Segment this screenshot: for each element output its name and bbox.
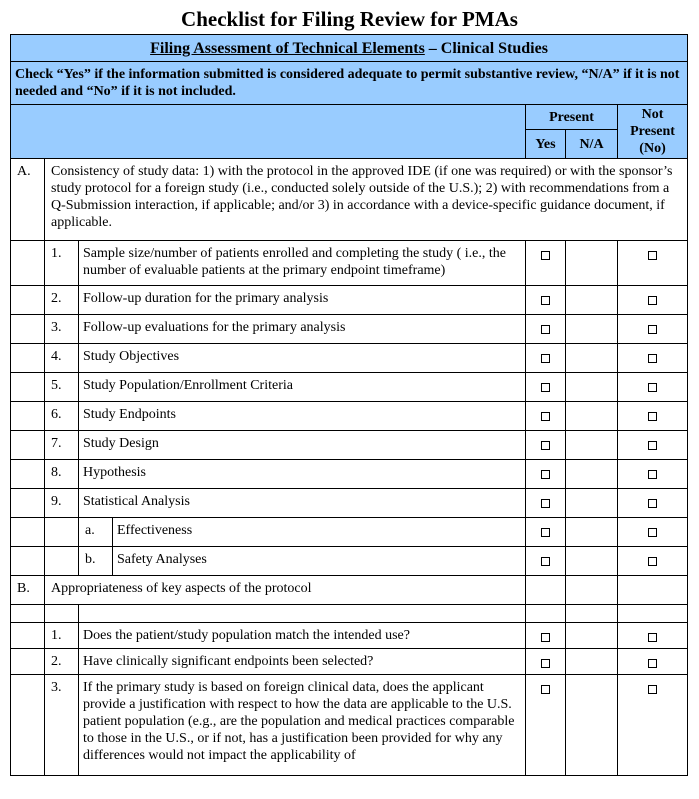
- item-text: If the primary study is based on foreign clinical data, does the applicant provide a justification with respect to how the data are applicable to the U.S. patient population (e.g., are the population and medical practices comparable to those in the U.S., or if not, has a justification been provided for why any differences would not impact the applicability of: [79, 675, 526, 776]
- table-row: [11, 431, 688, 460]
- present-header: Present: [526, 105, 618, 130]
- no-checkbox[interactable]: [648, 251, 657, 260]
- item-number: 6.: [45, 402, 79, 431]
- yes-checkbox[interactable]: [541, 441, 550, 450]
- section-a-text: Consistency of study data: 1) with the protocol in the approved IDE (if one was required) or with the sponsor’s study protocol for a foreign study (i.e., conducted solely outside of the U.S.); 2) with recommendations from a Q-Submission interaction, if applicable; and/or 3) in accordance with a device-specific guidance document, if applicable.: [45, 159, 688, 241]
- table-row: [11, 489, 688, 518]
- section-a-letter: A.: [11, 159, 45, 241]
- no-checkbox[interactable]: [648, 441, 657, 450]
- item-number: 3.: [45, 675, 79, 776]
- not-present-header: Not Present (No): [618, 105, 688, 159]
- item-number: 5.: [45, 373, 79, 402]
- yes-checkbox[interactable]: [541, 251, 550, 260]
- yes-checkbox[interactable]: [541, 354, 550, 363]
- table-row: [11, 402, 688, 431]
- subitem-text: Safety Analyses: [113, 547, 526, 576]
- item-number: 7.: [45, 431, 79, 460]
- yes-checkbox[interactable]: [541, 412, 550, 421]
- yes-checkbox[interactable]: [541, 296, 550, 305]
- yes-cell: [526, 241, 566, 286]
- item-number: 8.: [45, 460, 79, 489]
- table-row: [11, 675, 688, 776]
- item-text: Does the patient/study population match the intended use?: [79, 623, 526, 649]
- no-checkbox[interactable]: [648, 557, 657, 566]
- table-row: [11, 547, 688, 576]
- table-row: [11, 373, 688, 402]
- no-checkbox[interactable]: [648, 659, 657, 668]
- section-b-letter: B.: [11, 576, 45, 605]
- item-text: Study Objectives: [79, 344, 526, 373]
- yes-checkbox[interactable]: [541, 685, 550, 694]
- document-title: Checklist for Filing Review for PMAs: [181, 7, 518, 31]
- yes-checkbox[interactable]: [541, 325, 550, 334]
- section-header: [11, 35, 688, 62]
- item-text: Study Design: [79, 431, 526, 460]
- item-number: 9.: [45, 489, 79, 518]
- na-cell: [566, 241, 618, 286]
- yes-header: Yes: [526, 130, 566, 159]
- no-checkbox[interactable]: [648, 499, 657, 508]
- table-row: [11, 344, 688, 373]
- table-row: [11, 518, 688, 547]
- item-text: Statistical Analysis: [79, 489, 526, 518]
- section-header-rest: – Clinical Studies: [424, 39, 548, 57]
- yes-checkbox[interactable]: [541, 557, 550, 566]
- item-text: Follow-up duration for the primary analysis: [79, 286, 526, 315]
- no-checkbox[interactable]: [648, 412, 657, 421]
- no-checkbox[interactable]: [648, 633, 657, 642]
- item-number: 1.: [45, 241, 79, 286]
- table-row: [11, 286, 688, 315]
- table-row: [11, 460, 688, 489]
- item-number: 3.: [45, 315, 79, 344]
- section-b-text: Appropriateness of key aspects of the protocol: [45, 576, 526, 605]
- yes-checkbox[interactable]: [541, 499, 550, 508]
- item-text: Sample size/number of patients enrolled and completing the study ( i.e., the number of evaluable patients at the primary endpoint timeframe): [79, 241, 526, 286]
- table-row: [11, 649, 688, 675]
- no-checkbox[interactable]: [648, 383, 657, 392]
- checklist-table: [10, 34, 688, 776]
- no-cell: [618, 241, 688, 286]
- item-text: Follow-up evaluations for the primary analysis: [79, 315, 526, 344]
- item-number: 2.: [45, 286, 79, 315]
- table-row: [11, 315, 688, 344]
- no-checkbox[interactable]: [648, 325, 657, 334]
- yes-checkbox[interactable]: [541, 383, 550, 392]
- no-checkbox[interactable]: [648, 528, 657, 537]
- item-text: Study Endpoints: [79, 402, 526, 431]
- subitem-text: Effectiveness: [113, 518, 526, 547]
- yes-checkbox[interactable]: [541, 528, 550, 537]
- no-checkbox[interactable]: [648, 354, 657, 363]
- item-number: 1.: [45, 623, 79, 649]
- yes-checkbox[interactable]: [541, 659, 550, 668]
- section-header-underlined: Filing Assessment of Technical Elements: [150, 39, 425, 57]
- item-text: Hypothesis: [79, 460, 526, 489]
- na-header: N/A: [566, 130, 618, 159]
- item-number: 4.: [45, 344, 79, 373]
- no-checkbox[interactable]: [648, 296, 657, 305]
- item-text: Study Population/Enrollment Criteria: [79, 373, 526, 402]
- no-checkbox[interactable]: [648, 685, 657, 694]
- subitem-letter: a.: [79, 518, 113, 547]
- table-row: [11, 241, 688, 286]
- item-number: 2.: [45, 649, 79, 675]
- subitem-letter: b.: [79, 547, 113, 576]
- item-text: Have clinically significant endpoints been selected?: [79, 649, 526, 675]
- no-checkbox[interactable]: [648, 470, 657, 479]
- yes-checkbox[interactable]: [541, 633, 550, 642]
- table-row: [11, 623, 688, 649]
- instructions-text: Check “Yes” if the information submitted is considered adequate to permit substantive review, “N/A” if it is not needed and “No” if it is not included.: [11, 62, 688, 105]
- yes-checkbox[interactable]: [541, 470, 550, 479]
- header-blank: [11, 105, 526, 159]
